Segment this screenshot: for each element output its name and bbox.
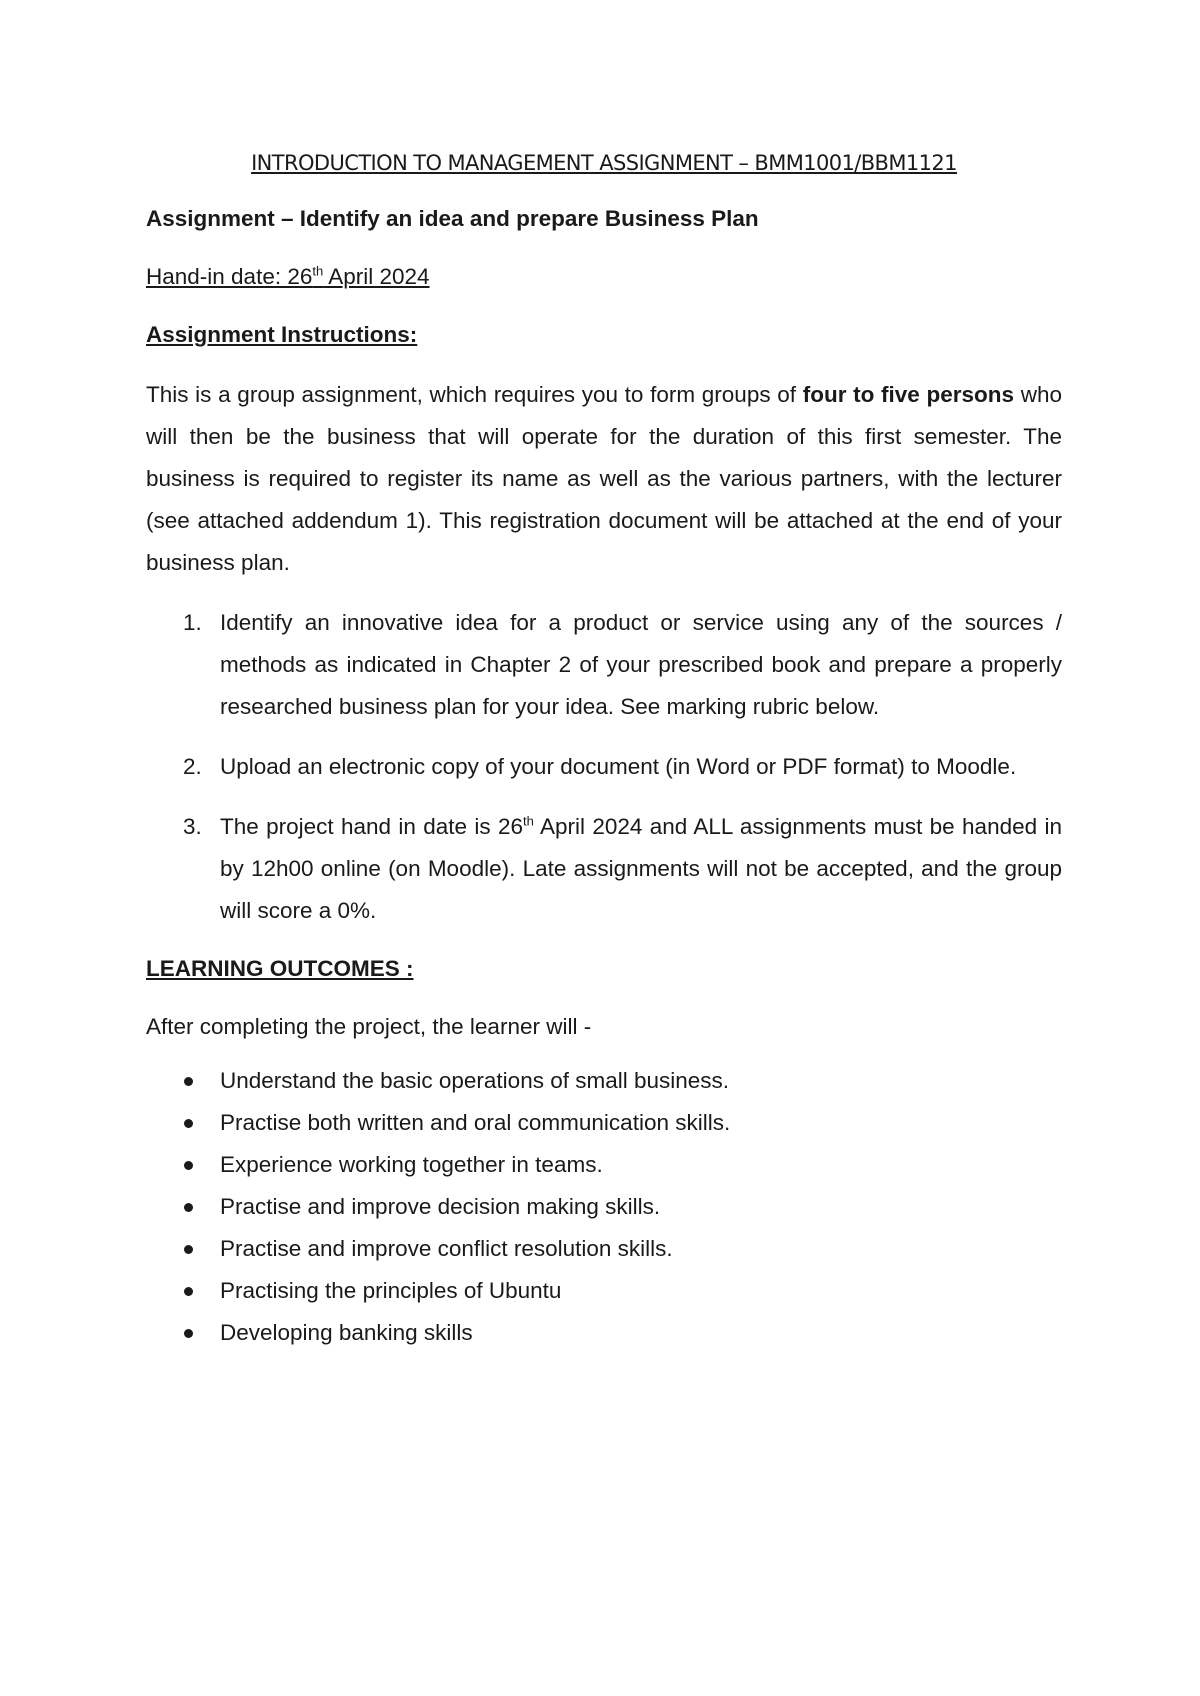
instructions-heading: Assignment Instructions: xyxy=(146,322,418,347)
step-number: 3. xyxy=(183,814,202,839)
list-item xyxy=(146,1186,1062,1228)
step-text: Upload an electronic copy of your document (in Word or PDF format) to Moodle. xyxy=(220,754,1017,779)
hand-in-date-sup: th xyxy=(312,263,324,279)
bullet-icon xyxy=(184,1245,193,1254)
step-number: 2. xyxy=(183,754,202,779)
list-item xyxy=(146,806,1062,932)
step-text xyxy=(220,814,1062,923)
bullet-icon xyxy=(184,1287,193,1296)
document-content xyxy=(146,146,1062,1354)
bullet-icon xyxy=(184,1329,193,1338)
list-item xyxy=(146,1144,1062,1186)
outcome-text: Experience working together in teams. xyxy=(220,1152,603,1177)
instructions-paragraph xyxy=(146,374,1062,584)
step-text: Identify an innovative idea for a product or service using any of the sources / methods as indicated in Chapter 2 of your prescribed book and prepare a properly researched business plan for your idea. See marking rubric below. xyxy=(220,610,1062,719)
hand-in-date-suffix: April 2024 xyxy=(323,264,430,289)
list-item xyxy=(146,1228,1062,1270)
instructions-text-1: This is a group assignment, which requires you to form groups of xyxy=(146,382,803,407)
hand-in-date-text xyxy=(146,264,430,289)
list-item xyxy=(146,1312,1062,1354)
outcome-text: Practise and improve conflict resolution skills. xyxy=(220,1236,673,1261)
list-item xyxy=(146,1270,1062,1312)
list-item xyxy=(146,1060,1062,1102)
outcome-text: Understand the basic operations of small business. xyxy=(220,1068,730,1093)
bullet-icon xyxy=(184,1203,193,1212)
instructions-bold: four to five persons xyxy=(802,382,1015,407)
outcome-text: Developing banking skills xyxy=(220,1320,473,1345)
step-text-part-1: The project hand in date is 26 xyxy=(220,814,524,839)
step-text-sup: th xyxy=(523,813,534,829)
list-item xyxy=(146,746,1062,788)
document-title: INTRODUCTION TO MANAGEMENT ASSIGNMENT – BMM1001/BBM1121 xyxy=(251,151,957,175)
hand-in-date-prefix: Hand-in date: 26 xyxy=(146,264,313,289)
bullet-icon xyxy=(184,1119,193,1128)
assignment-subtitle: Assignment – Identify an idea and prepare Business Plan xyxy=(146,206,759,231)
bullet-icon xyxy=(184,1077,193,1086)
list-item xyxy=(146,602,1062,728)
step-text-part-2: April 2024 and ALL assignments must be handed in by 12h00 online (on Moodle). Late assignments will not be accepted, and the group will score a 0%. xyxy=(220,814,1062,923)
instruction-steps xyxy=(146,602,1062,932)
bullet-icon xyxy=(184,1161,193,1170)
outcome-text: Practise both written and oral communication skills. xyxy=(220,1110,731,1135)
instructions-text-2: who will then be the business that will operate for the duration of this first semester. The business is required to register its name as well as the various partners, with the lecturer (see attached addendum 1). This registration document will be attached at the end of your business plan. xyxy=(146,382,1063,575)
step-number: 1. xyxy=(183,610,202,635)
learning-outcomes-list xyxy=(146,1060,1062,1354)
learning-outcomes-heading: LEARNING OUTCOMES : xyxy=(146,956,414,981)
outcome-text: Practise and improve decision making skills. xyxy=(220,1194,661,1219)
outcome-text: Practising the principles of Ubuntu xyxy=(220,1278,562,1303)
learning-outcomes-intro: After completing the project, the learner will - xyxy=(146,1014,592,1039)
hand-in-date xyxy=(146,258,1062,296)
list-item xyxy=(146,1102,1062,1144)
